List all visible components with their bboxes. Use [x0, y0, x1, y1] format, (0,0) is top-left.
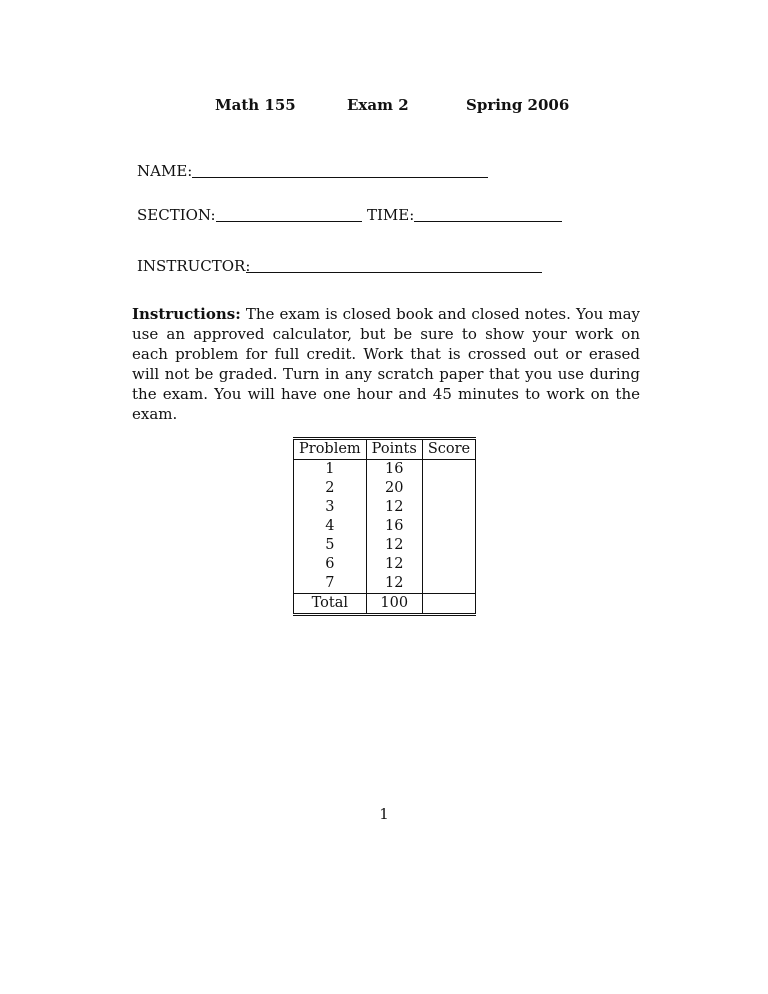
- problem-cell: 3: [294, 498, 367, 517]
- points-cell: 12: [366, 555, 422, 574]
- points-cell: 16: [366, 517, 422, 536]
- problem-cell: 5: [294, 536, 367, 555]
- time-label: TIME:: [367, 206, 415, 224]
- table-row: [294, 460, 476, 480]
- instructions-paragraph: [132, 304, 640, 424]
- instructor-label: INSTRUCTOR:: [137, 257, 251, 275]
- problem-cell: 6: [294, 555, 367, 574]
- section-blank[interactable]: [216, 221, 362, 222]
- score-table: [293, 437, 476, 616]
- course-title: Math 155: [215, 96, 296, 114]
- points-cell: 20: [366, 479, 422, 498]
- table-row: [294, 517, 476, 536]
- points-cell: 12: [366, 574, 422, 594]
- points-cell: 12: [366, 498, 422, 517]
- table-row: [294, 536, 476, 555]
- instructions-heading: Instructions:: [132, 305, 241, 323]
- header-score: Score: [422, 439, 475, 460]
- table-row: [294, 498, 476, 517]
- points-cell: 16: [366, 460, 422, 480]
- score-cell[interactable]: [422, 498, 475, 517]
- name-label: NAME:: [137, 162, 193, 180]
- points-cell: 12: [366, 536, 422, 555]
- score-cell[interactable]: [422, 536, 475, 555]
- section-label: SECTION:: [137, 206, 216, 224]
- time-blank[interactable]: [414, 221, 562, 222]
- problem-cell: 7: [294, 574, 367, 594]
- table-row: [294, 479, 476, 498]
- total-row: [294, 594, 476, 615]
- term-title: Spring 2006: [466, 96, 570, 114]
- score-cell[interactable]: [422, 479, 475, 498]
- score-table-header-row: [294, 439, 476, 460]
- total-points: 100: [366, 594, 422, 615]
- score-cell[interactable]: [422, 460, 475, 480]
- header-problem: Problem: [294, 439, 367, 460]
- name-blank[interactable]: [192, 177, 488, 178]
- header-points: Points: [366, 439, 422, 460]
- score-cell[interactable]: [422, 555, 475, 574]
- instructions-text: The exam is closed book and closed notes. You may use an approved calculator, but be sure to show your work on each problem for full credit. Work that is crossed out or erased will not be graded. Turn in any scratch paper that you use during the exam. You will have one hour and 45 minutes to work on the exam.: [132, 305, 640, 423]
- table-row: [294, 574, 476, 594]
- problem-cell: 1: [294, 460, 367, 480]
- problem-cell: 4: [294, 517, 367, 536]
- page-number: 1: [379, 805, 389, 823]
- total-score[interactable]: [422, 594, 475, 615]
- total-label: Total: [294, 594, 367, 615]
- exam-title: Exam 2: [347, 96, 409, 114]
- score-cell[interactable]: [422, 574, 475, 594]
- instructor-blank[interactable]: [246, 272, 542, 273]
- problem-cell: 2: [294, 479, 367, 498]
- score-cell[interactable]: [422, 517, 475, 536]
- table-row: [294, 555, 476, 574]
